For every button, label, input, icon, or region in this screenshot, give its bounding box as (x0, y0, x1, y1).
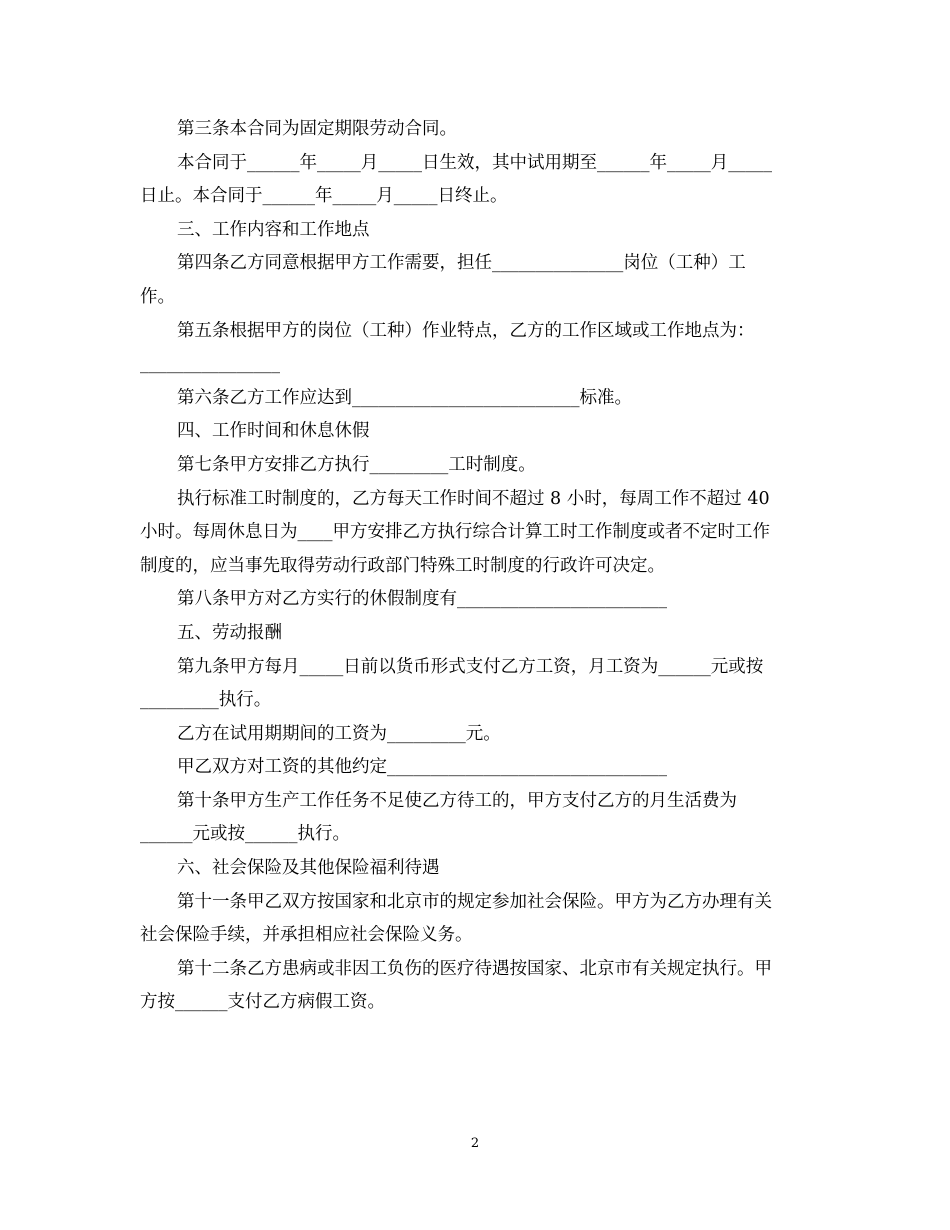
paragraph: 第五条根据甲方的岗位（工种）作业特点，乙方的工作区域或工作地点为： (177, 320, 755, 341)
contract-body (140, 113, 810, 1020)
paragraph: 作。 (140, 286, 175, 307)
paragraph: 第八条甲方对乙方实行的休假制度有________________________ (177, 589, 667, 610)
section-heading: 四、工作时间和休息休假 (177, 421, 370, 442)
paragraph: 第十二条乙方患病或非因工负伤的医疗待遇按国家、北京市有关规定执行。甲 (177, 958, 772, 979)
paragraph: 第十一条甲乙双方按国家和北京市的规定参加社会保险。甲方为乙方办理有关 (177, 891, 772, 912)
paragraph: 第三条本合同为固定期限劳动合同。 (177, 119, 457, 139)
paragraph: _________执行。 (140, 690, 272, 711)
paragraph: 制度的，应当事先取得劳动行政部门特殊工时制度的行政许可决定。 (140, 555, 665, 576)
paragraph: 第六条乙方工作应达到__________________________标准。 (177, 387, 632, 408)
paragraph: 社会保险手续，并承担相应社会保险义务。 (140, 925, 473, 946)
paragraph: 第七条甲方安排乙方执行_________工时制度。 (177, 454, 536, 475)
paragraph: 日止。本合同于______年_____月_____日终止。 (140, 186, 508, 207)
paragraph: 第九条甲方每月_____日前以货币形式支付乙方工资，月工资为______元或按 (177, 656, 764, 677)
paragraph: 小时。每周休息日为____甲方安排乙方执行综合计算工时工作制度或者不定时工作 (140, 522, 770, 543)
paragraph: ______元或按______执行。 (140, 824, 350, 845)
paragraph: 本合同于______年_____月_____日生效，其中试用期至______年_____月_____ (177, 152, 772, 173)
section-heading: 六、社会保险及其他保险福利待遇 (177, 858, 440, 879)
paragraph: 乙方在试用期期间的工资为_________元。 (177, 723, 501, 744)
paragraph: 执行标准工时制度的，乙方每天工作时间不超过 8 小时，每周工作不超过 40 (177, 488, 770, 509)
section-heading: 三、工作内容和工作地点 (177, 219, 370, 240)
paragraph: 甲乙双方对工资的其他约定________________________________ (177, 757, 667, 778)
section-heading: 五、劳动报酬 (177, 622, 282, 643)
page-number: 2 (470, 1136, 480, 1151)
paragraph: 第十条甲方生产工作任务不足使乙方待工的，甲方支付乙方的月生活费为 (177, 790, 737, 811)
paragraph: 方按______支付乙方病假工资。 (140, 992, 385, 1013)
paragraph: 第四条乙方同意根据甲方工作需要，担任_______________岗位（工种）工 (177, 253, 746, 274)
blank-line: ________________ (140, 354, 280, 375)
